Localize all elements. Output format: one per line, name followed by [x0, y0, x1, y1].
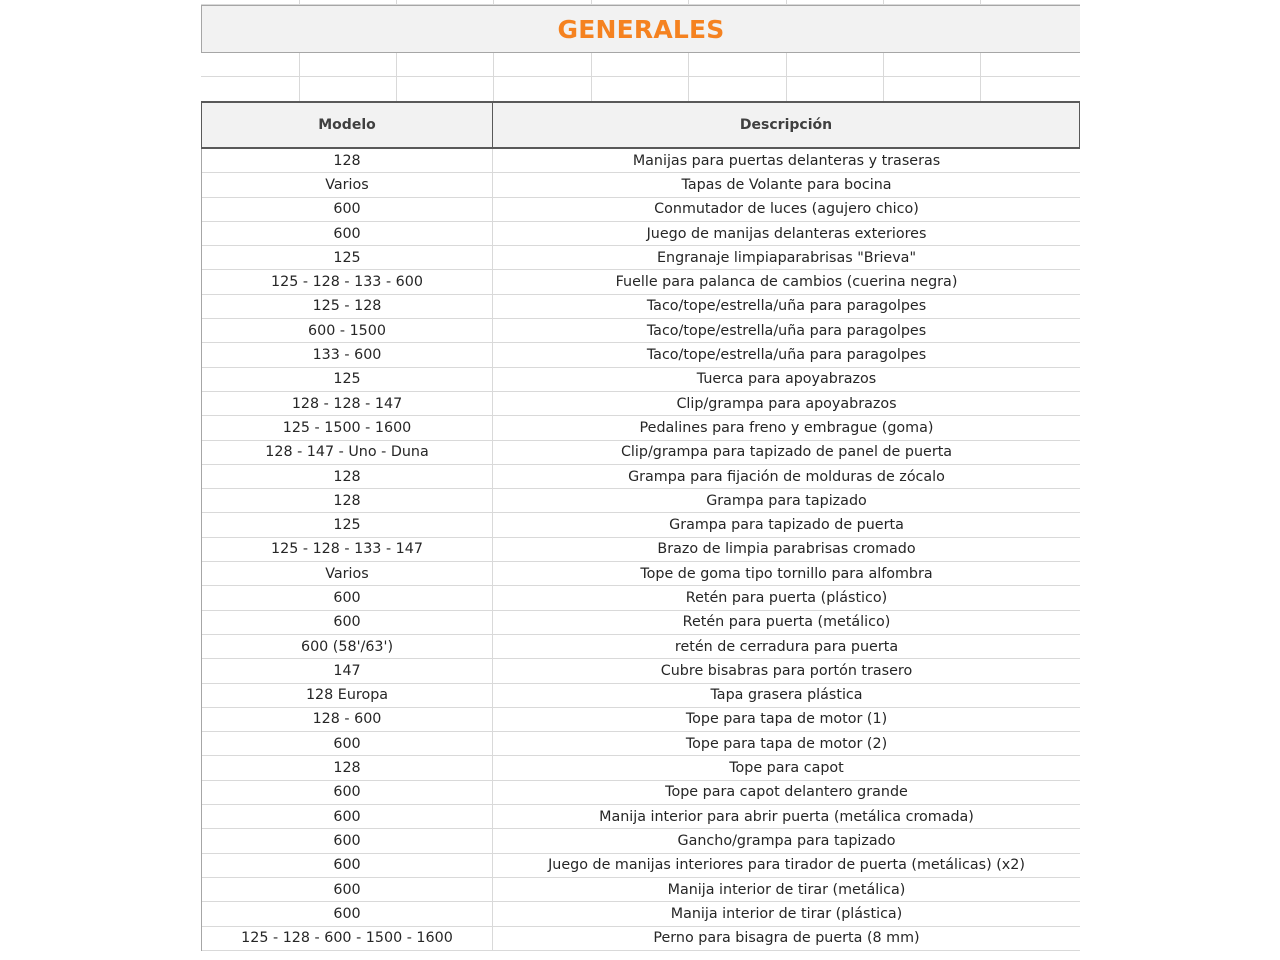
cell-description[interactable]: Gancho/grampa para tapizado: [677, 832, 896, 849]
header-model[interactable]: Modelo: [202, 103, 493, 147]
table-row[interactable]: [202, 343, 1080, 367]
cell-description[interactable]: Perno para bisagra de puerta (8 mm): [653, 930, 920, 947]
cell-description[interactable]: Cubre bisabras para portón trasero: [660, 662, 913, 679]
table-row[interactable]: [202, 878, 1080, 902]
cell-description[interactable]: Tapa grasera plástica: [710, 687, 863, 704]
table-row[interactable]: [202, 149, 1080, 173]
table-row[interactable]: [202, 586, 1080, 610]
cell-model[interactable]: 128: [202, 489, 493, 512]
cell-description[interactable]: Juego de manijas interiores para tirador de puerta (metálicas) (x2): [548, 857, 1025, 874]
cell-model[interactable]: 128: [202, 465, 493, 488]
cell-description[interactable]: Conmutador de luces (agujero chico): [654, 201, 919, 218]
cell-description[interactable]: Manija interior de tirar (metálica): [667, 881, 906, 898]
cell-description[interactable]: Manija interior de tirar (plástica): [670, 905, 903, 922]
cell-description[interactable]: Tuerca para apoyabrazos: [696, 371, 877, 388]
table-row[interactable]: [202, 732, 1080, 756]
cell-description[interactable]: Tope de goma tipo tornillo para alfombra: [640, 565, 933, 582]
cell-description[interactable]: Pedalines para freno y embrague (goma): [639, 419, 934, 436]
table-row[interactable]: [202, 295, 1080, 319]
table-header: [201, 101, 1080, 149]
table-row[interactable]: [202, 708, 1080, 732]
cell-description[interactable]: retén de cerradura para puerta: [674, 638, 899, 655]
cell-model[interactable]: 600: [202, 222, 493, 245]
table-row[interactable]: [202, 829, 1080, 853]
cell-description[interactable]: Taco/tope/estrella/uña para paragolpes: [646, 347, 927, 364]
cell-model[interactable]: 600: [202, 854, 493, 877]
cell-model[interactable]: 133 - 600: [202, 343, 493, 366]
cell-description[interactable]: Grampa para fijación de molduras de zócalo: [628, 468, 945, 485]
cell-model[interactable]: 128 Europa: [202, 684, 493, 707]
cell-model[interactable]: 600: [202, 611, 493, 634]
table-row[interactable]: [202, 805, 1080, 829]
cell-model[interactable]: 600: [202, 829, 493, 852]
table-body: [201, 149, 1080, 951]
table-row[interactable]: [202, 465, 1080, 489]
cell-description[interactable]: Tapas de Volante para bocina: [681, 176, 892, 193]
cell-model[interactable]: 125: [202, 368, 493, 391]
cell-model[interactable]: 128: [202, 149, 493, 172]
table-row[interactable]: [202, 319, 1080, 343]
cell-description[interactable]: Grampa para tapizado: [706, 492, 867, 509]
cell-model[interactable]: 147: [202, 659, 493, 682]
table-row[interactable]: [202, 441, 1080, 465]
cell-model[interactable]: 600: [202, 198, 493, 221]
empty-grid-row[interactable]: [201, 77, 1080, 101]
table-row[interactable]: [202, 392, 1080, 416]
cell-model[interactable]: 128 - 147 - Uno - Duna: [202, 441, 493, 464]
cell-model[interactable]: Varios: [202, 173, 493, 196]
table-row[interactable]: [202, 513, 1080, 537]
cell-description[interactable]: Juego de manijas delanteras exteriores: [646, 225, 927, 242]
cell-description[interactable]: Taco/tope/estrella/uña para paragolpes: [646, 298, 927, 315]
cell-model[interactable]: 125 - 1500 - 1600: [202, 416, 493, 439]
table-row[interactable]: [202, 684, 1080, 708]
sheet-title-cell[interactable]: [201, 5, 1080, 53]
cell-model[interactable]: 600: [202, 805, 493, 828]
cell-model[interactable]: 600: [202, 902, 493, 925]
top-grid-strip: [201, 0, 1080, 5]
cell-model[interactable]: Varios: [202, 562, 493, 585]
table-row[interactable]: [202, 659, 1080, 683]
empty-grid-row[interactable]: [201, 53, 1080, 77]
cell-description[interactable]: Tope para capot: [729, 760, 844, 777]
table-row[interactable]: [202, 902, 1080, 926]
table-row[interactable]: [202, 781, 1080, 805]
cell-model[interactable]: 125: [202, 246, 493, 269]
cell-model[interactable]: 125 - 128 - 133 - 600: [202, 270, 493, 293]
table-row[interactable]: [202, 222, 1080, 246]
cell-description[interactable]: Grampa para tapizado de puerta: [669, 517, 904, 534]
cell-description[interactable]: Retén para puerta (metálico): [682, 614, 891, 631]
table-row[interactable]: [202, 173, 1080, 197]
cell-model[interactable]: 600 (58'/63'): [202, 635, 493, 658]
table-row[interactable]: [202, 416, 1080, 440]
table-row[interactable]: [202, 538, 1080, 562]
cell-description[interactable]: Tope para tapa de motor (1): [685, 711, 888, 728]
cell-model[interactable]: 128: [202, 756, 493, 779]
table-row[interactable]: [202, 927, 1080, 951]
sheet-title: GENERALES: [557, 14, 725, 44]
table-row[interactable]: [202, 635, 1080, 659]
table-row[interactable]: [202, 246, 1080, 270]
cell-description[interactable]: Brazo de limpia parabrisas cromado: [657, 541, 916, 558]
cell-description[interactable]: Tope para capot delantero grande: [665, 784, 908, 801]
table-row[interactable]: [202, 756, 1080, 780]
cell-model[interactable]: 600 - 1500: [202, 319, 493, 342]
cell-model[interactable]: 125 - 128: [202, 295, 493, 318]
cell-model[interactable]: 128 - 600: [202, 708, 493, 731]
table-row[interactable]: [202, 489, 1080, 513]
cell-description[interactable]: Taco/tope/estrella/uña para paragolpes: [646, 322, 927, 339]
cell-description[interactable]: Clip/grampa para tapizado de panel de puerta: [620, 444, 953, 461]
table-row[interactable]: [202, 854, 1080, 878]
cell-description[interactable]: Manijas para puertas delanteras y traseras: [632, 152, 941, 169]
table-row[interactable]: [202, 611, 1080, 635]
cell-model[interactable]: 125: [202, 513, 493, 536]
cell-description[interactable]: Fuelle para palanca de cambios (cuerina negra): [615, 274, 958, 291]
cell-description[interactable]: Engranaje limpiaparabrisas "Brieva": [656, 249, 917, 266]
cell-description[interactable]: Manija interior para abrir puerta (metálica cromada): [599, 808, 974, 825]
cell-description[interactable]: Retén para puerta (plástico): [685, 589, 888, 606]
cell-model[interactable]: 600: [202, 732, 493, 755]
spreadsheet: [201, 0, 1080, 960]
cell-model[interactable]: 600: [202, 878, 493, 901]
cell-model[interactable]: 125 - 128 - 133 - 147: [202, 538, 493, 561]
cell-model[interactable]: 125 - 128 - 600 - 1500 - 1600: [202, 927, 493, 950]
table-row[interactable]: [202, 562, 1080, 586]
cell-model[interactable]: 600: [202, 586, 493, 609]
header-description[interactable]: Descripción: [739, 117, 833, 133]
table-row[interactable]: [202, 368, 1080, 392]
cell-model[interactable]: 128 - 128 - 147: [202, 392, 493, 415]
table-row[interactable]: [202, 198, 1080, 222]
cell-description[interactable]: Clip/grampa para apoyabrazos: [676, 395, 897, 412]
cell-model[interactable]: 600: [202, 781, 493, 804]
cell-description[interactable]: Tope para tapa de motor (2): [685, 735, 888, 752]
table-row[interactable]: [202, 270, 1080, 294]
